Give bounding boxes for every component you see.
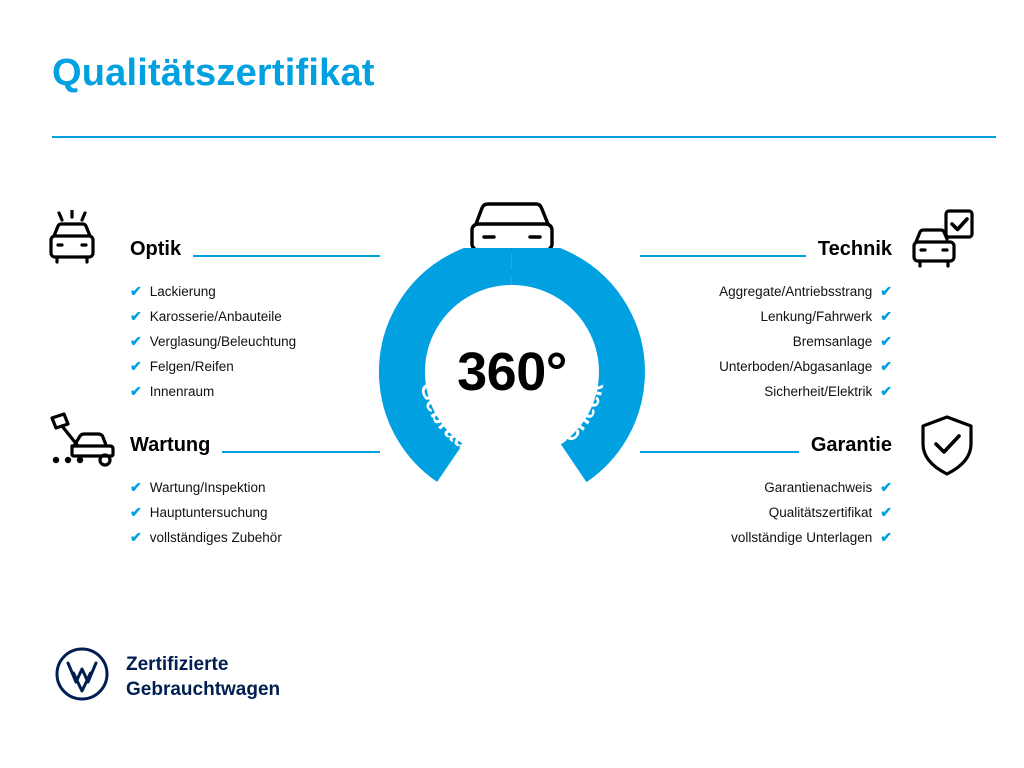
list-item-label: Wartung/Inspektion [149, 480, 266, 495]
list-item [130, 279, 380, 304]
list-item [640, 329, 892, 354]
badge-360-check [378, 196, 646, 496]
list-item-label: Aggregate/Antriebsstrang [719, 284, 873, 299]
vw-logo-icon [54, 646, 110, 707]
list-item-label: Felgen/Reifen [149, 359, 234, 374]
list-item-label: Lackierung [149, 284, 216, 299]
section-technik [640, 238, 892, 420]
title-divider [52, 136, 996, 138]
list-item-label: Innenraum [149, 384, 215, 399]
check-icon: ✔ [880, 529, 892, 545]
section-garantie [640, 434, 892, 566]
section-wartung-header [130, 434, 380, 459]
check-icon: ✔ [130, 333, 142, 349]
section-technik-divider [640, 255, 806, 257]
section-wartung-divider [222, 451, 380, 453]
check-icon: ✔ [880, 283, 892, 299]
footer-brand [54, 646, 280, 707]
section-wartung [130, 434, 380, 566]
section-optik-header [130, 238, 380, 263]
section-optik-title: Optik [130, 238, 182, 260]
badge-value: 360° [457, 342, 567, 402]
list-item-label: Garantienachweis [764, 480, 873, 495]
footer-line-2: Gebrauchtwagen [126, 678, 281, 700]
section-garantie-header [640, 434, 892, 459]
list-item [130, 354, 380, 379]
section-technik-title: Technik [817, 238, 892, 260]
check-icon: ✔ [880, 504, 892, 520]
list-item-label: vollständiges Zubehör [149, 530, 282, 545]
section-garantie-title: Garantie [810, 434, 892, 456]
list-item-label: Verglasung/Beleuchtung [149, 334, 297, 349]
car-lift-icon [48, 412, 120, 475]
check-icon: ✔ [130, 283, 142, 299]
section-technik-items [640, 279, 892, 404]
badge-arc-text: Gebrauchtwagen-Check [415, 379, 609, 470]
list-item [640, 500, 892, 525]
check-icon: ✔ [130, 358, 142, 374]
list-item-label: Sicherheit/Elektrik [764, 384, 873, 399]
badge-ring [378, 248, 646, 496]
section-garantie-divider [640, 451, 799, 453]
car-front-wash-icon [48, 210, 114, 277]
list-item [130, 379, 380, 404]
section-optik-divider [193, 255, 380, 257]
list-item-label: Unterboden/Abgasanlage [719, 359, 873, 374]
list-item [640, 304, 892, 329]
section-optik-items [130, 279, 380, 404]
list-item [130, 525, 380, 550]
page-title: Qualitätszertifikat [52, 52, 375, 94]
list-item-label: Qualitätszertifikat [768, 505, 873, 520]
list-item [130, 500, 380, 525]
shield-check-icon [918, 414, 976, 483]
list-item-label: Lenkung/Fahrwerk [760, 309, 873, 324]
list-item-label: Karosserie/Anbauteile [149, 309, 282, 324]
list-item-label: Hauptuntersuchung [149, 505, 268, 520]
list-item [640, 525, 892, 550]
section-optik [130, 238, 380, 420]
check-icon: ✔ [880, 383, 892, 399]
check-icon: ✔ [880, 358, 892, 374]
list-item-label: vollständige Unterlagen [731, 530, 873, 545]
list-item [640, 354, 892, 379]
check-icon: ✔ [130, 308, 142, 324]
check-icon: ✔ [880, 308, 892, 324]
car-checklist-icon [912, 208, 978, 275]
check-icon: ✔ [130, 529, 142, 545]
section-wartung-title: Wartung [130, 434, 211, 456]
check-icon: ✔ [880, 479, 892, 495]
list-item [640, 475, 892, 500]
list-item [130, 329, 380, 354]
section-garantie-items [640, 475, 892, 550]
list-item [640, 279, 892, 304]
section-wartung-items [130, 475, 380, 550]
check-icon: ✔ [130, 504, 142, 520]
footer-line-1: Zertifizierte [126, 653, 229, 675]
check-icon: ✔ [130, 479, 142, 495]
footer-text [126, 652, 280, 702]
list-item-label: Bremsanlage [792, 334, 873, 349]
section-technik-header [640, 238, 892, 263]
list-item [130, 304, 380, 329]
check-icon: ✔ [130, 383, 142, 399]
list-item [130, 475, 380, 500]
list-item [640, 379, 892, 404]
check-icon: ✔ [880, 333, 892, 349]
